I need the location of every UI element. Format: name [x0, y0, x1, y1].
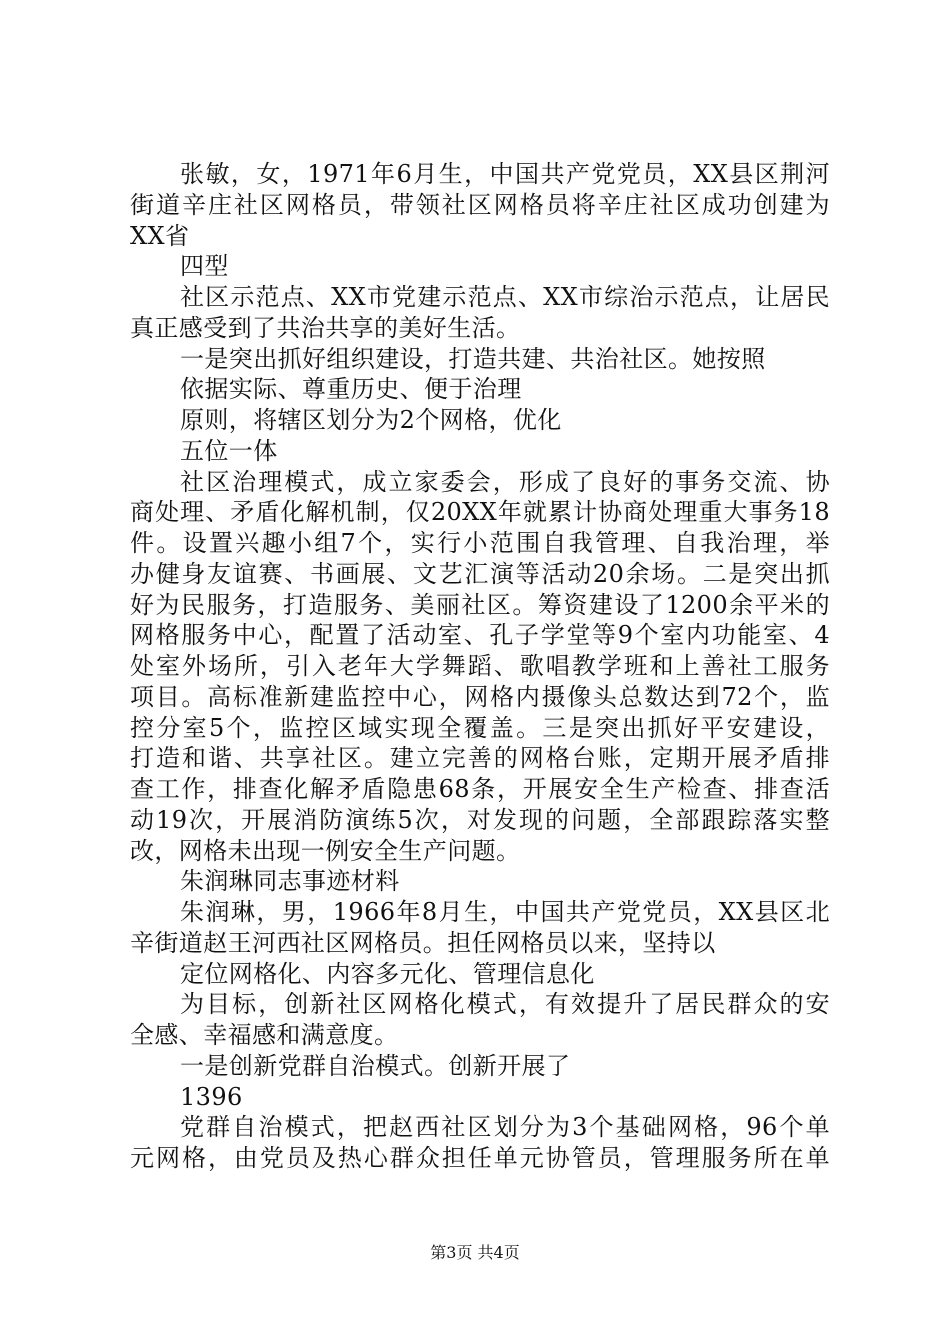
text-line: 改，网格未出现一例安全生产问题。	[130, 837, 521, 865]
text-line: 原则，将辖区划分为2个网格，优化	[180, 406, 562, 434]
page-footer: 第3页 共4页	[430, 1243, 520, 1262]
text-line: 真正感受到了共治共享的美好生活。	[130, 314, 521, 342]
text-line: 1396	[180, 1083, 243, 1111]
text-line: 社区治理模式，成立家委会，形成了良好的事务交流、协	[180, 468, 830, 496]
text-line: 社区示范点、XX市党建示范点、XX市综治示范点，让居民	[180, 283, 830, 311]
text-line: 张敏，女，1971年6月生，中国共产党党员，XX县区荆河	[180, 160, 830, 188]
text-line: 朱润琳同志事迹材料	[180, 867, 400, 895]
text-line: 辛街道赵王河西社区网格员。担任网格员以来，坚持以	[130, 929, 716, 957]
text-line: 动19次，开展消防演练5次，对发现的问题，全部跟踪落实整	[130, 806, 830, 834]
text-line: 五位一体	[180, 437, 278, 465]
text-line: 网格服务中心，配置了活动室、孔子学堂等9个室内功能室、4	[130, 621, 830, 649]
text-line: 打造和谐、共享社区。建立完善的网格台账，定期开展矛盾排	[130, 744, 830, 772]
text-line: 一是突出抓好组织建设，打造共建、共治社区。她按照	[180, 345, 766, 373]
text-line: 项目。高标准新建监控中心，网格内摄像头总数达到72个，监	[130, 683, 830, 711]
text-line: 元网格，由党员及热心群众担任单元协管员，管理服务所在单	[130, 1144, 830, 1172]
text-line: 为目标，创新社区网格化模式，有效提升了居民群众的安	[180, 990, 830, 1018]
text-line: 依据实际、尊重历史、便于治理	[180, 375, 522, 403]
text-line: 件。设置兴趣小组7个，实行小范围自我管理、自我治理，举	[130, 529, 830, 557]
text-line: 党群自治模式，把赵西社区划分为3个基础网格，96个单	[180, 1113, 830, 1141]
text-line: 朱润琳，男，1966年8月生，中国共产党党员，XX县区北	[180, 898, 830, 926]
text-line: 好为民服务，打造服务、美丽社区。筹资建设了1200余平米的	[130, 591, 830, 619]
text-line: 四型	[180, 252, 229, 280]
text-line: 办健身友谊赛、书画展、文艺汇演等活动20余场。二是突出抓	[130, 560, 830, 588]
text-line: 全感、幸福感和满意度。	[130, 1021, 399, 1049]
text-line: 查工作，排查化解矛盾隐患68条，开展安全生产检查、排查活	[130, 775, 830, 803]
text-line: XX省	[130, 222, 190, 250]
text-line: 商处理、矛盾化解机制，仅20XX年就累计协商处理重大事务18	[130, 498, 830, 526]
text-line: 定位网格化、内容多元化、管理信息化	[180, 960, 595, 988]
text-line: 街道辛庄社区网格员，带领社区网格员将辛庄社区成功创建为	[130, 191, 830, 219]
text-line: 一是创新党群自治模式。创新开展了	[180, 1052, 571, 1080]
text-line: 控分室5个，监控区域实现全覆盖。三是突出抓好平安建设，	[130, 714, 830, 742]
text-line: 处室外场所，引入老年大学舞蹈、歌唱教学班和上善社工服务	[130, 652, 830, 680]
